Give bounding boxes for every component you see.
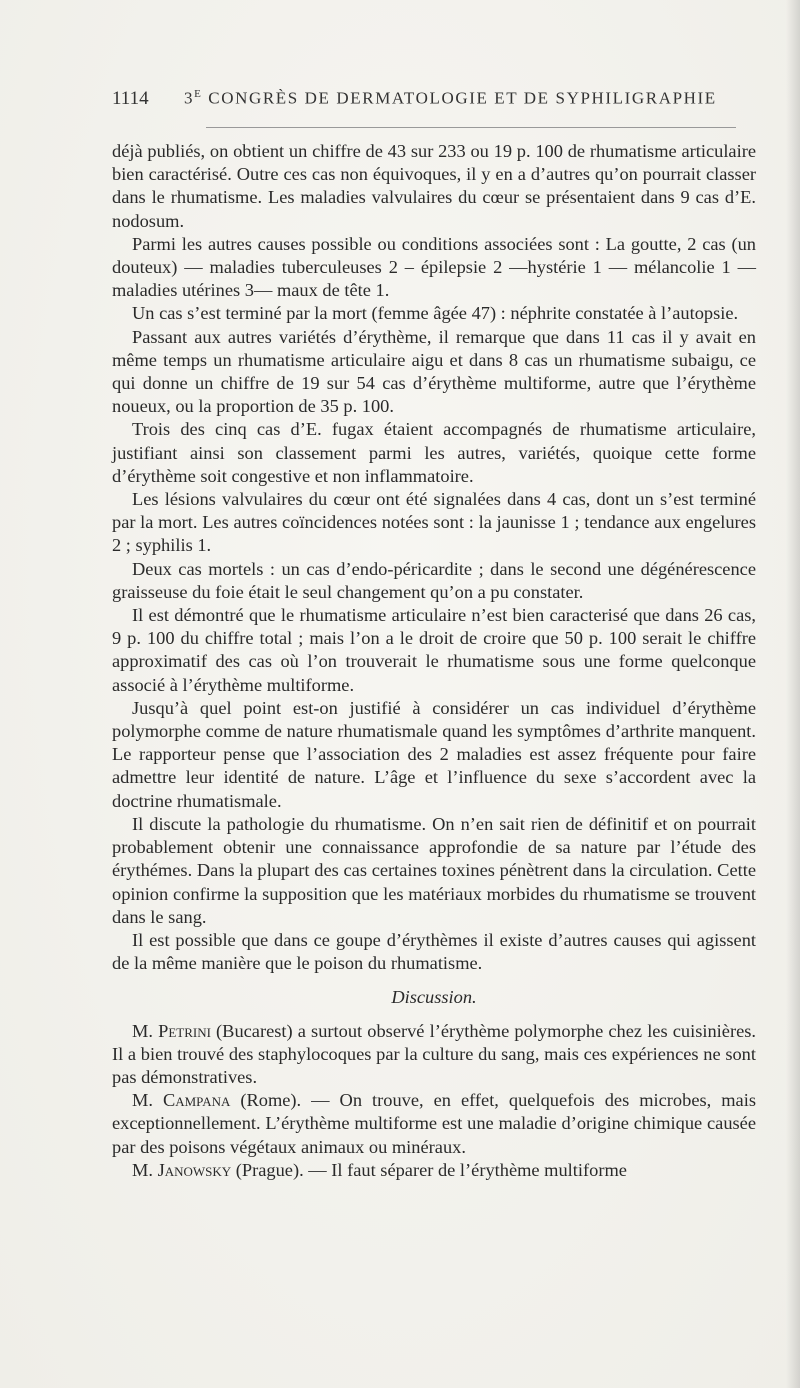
- page-number: 1114: [112, 88, 149, 109]
- running-title-text: CONGRÈS DE DERMATOLOGIE ET DE SYPHILIGRAPHIE: [202, 88, 717, 108]
- paragraph: déjà publiés, on obtient un chiffre de 43 sur 233 ou 19 p. 100 de rhumatisme articulaire bien caractérisé. Outre ces cas non équivoques, il y en a d’autres qu’on pourrait classer dans le rhumatisme. Les maladies valvulaires du cœur se présentaient dans 9 cas d’E. nodosum.: [112, 141, 756, 231]
- running-title-ordinal: E: [194, 88, 203, 100]
- discussion-heading: Discussion.: [391, 987, 477, 1008]
- running-header: [112, 88, 756, 114]
- paragraph: Jusqu’à quel point est-on justifié à considérer un cas individuel d’érythème polymorphe comme de nature rhumatismale quand les symptômes d’arthrite manquent. Le rapporteur pense que l’association des 2 maladies est assez fréquente pour faire admettre leur identité de nature. L’âge et l’influence du sexe s’accordent avec la doctrine rhumatismale.: [112, 697, 756, 811]
- speaker-title: M.: [132, 1090, 163, 1111]
- page-edge-shadow: [786, 0, 800, 1388]
- speaker-remarks: (Prague). — Il faut séparer de l’érythème multiforme: [231, 1159, 627, 1180]
- paragraph: Il est démontré que le rhumatisme articulaire n’est bien caracterisé que dans 26 cas, 9 p. 100 du chiffre total ; mais l’on a le droit de croire que 50 p. 100 serait le chiffre approximatif des cas où l’on trouverait le rhumatisme sous une forme quelconque associé à l’érythème multiforme.: [112, 605, 756, 695]
- header-rule: [206, 127, 736, 128]
- speaker-name: Petrini: [158, 1020, 211, 1041]
- paragraph: Passant aux autres variétés d’érythème, il remarque que dans 11 cas il y avait en même temps un rhumatisme articulaire aigu et dans 8 cas un rhumatisme subaigu, ce qui donne un chiffre de 19 sur 54 cas d’érythème multiforme, autre que l’érythème noueux, ou la proportion de 35 p. 100.: [112, 326, 756, 417]
- paragraph: Un cas s’est terminé par la mort (femme âgée 47) : néphrite constatée à l’autopsie.: [132, 303, 739, 324]
- discussion-entry: [112, 1020, 756, 1090]
- body-text: [112, 140, 756, 1182]
- running-title-number: 3: [184, 88, 195, 108]
- paragraph: Deux cas mortels : un cas d’endo-péricardite ; dans le second une dégénérescence graisseuse du foie était le seul changement qu’on a pu constater.: [112, 558, 756, 602]
- speaker-title: M.: [132, 1020, 159, 1041]
- discussion-entry: [112, 1159, 756, 1182]
- running-title: [184, 88, 717, 109]
- paragraph: Trois des cinq cas d’E. fugax étaient accompagnés de rhumatisme articulaire, justifiant ainsi son classement parmi les autres, variétés, quoique cette forme d’érythème soit congestive et non inflammatoire.: [112, 419, 756, 486]
- paragraph: Parmi les autres causes possible ou conditions associées sont : La goutte, 2 cas (un douteux) — maladies tuberculeuses 2 – épilepsie 2 —hystérie 1 — mélancolie 1 — maladies utérines 3— maux de tête 1.: [112, 233, 756, 301]
- speaker-name: Janowsky: [157, 1159, 232, 1180]
- speaker-name: Campana: [162, 1090, 231, 1111]
- paragraph: Les lésions valvulaires du cœur ont été signalées dans 4 cas, dont un s’est terminé par la mort. Les autres coïncidences notées sont : la jaunisse 1 ; tendance aux engelures 2 ; syphilis 1.: [112, 489, 756, 556]
- paragraph: Il est possible que dans ce goupe d’érythèmes il existe d’autres causes qui agissent de la même manière que le poison du rhumatisme.: [112, 929, 756, 974]
- speaker-remarks: (Rome). — On trouve, en effet, quelquefois des microbes, mais exceptionnellement. L’érythème multiforme est une maladie d’origine chimique causée par des poisons végétaux animaux ou minéraux.: [112, 1090, 756, 1157]
- paragraph: Il discute la pathologie du rhumatisme. On n’en sait rien de définitif et on pourrait probablement obtenir une connaissance approfondie de sa nature par l’étude des érythémes. Dans la plupart des cas certaines toxines pénètrent dans la circulation. Cette opinion confirme la supposition que les matériaux morbides du rhumatisme se trouvent dans le sang.: [112, 813, 756, 927]
- speaker-title: M.: [132, 1159, 158, 1180]
- speaker-remarks: (Bucarest) a surtout observé l’érythème polymorphe chez les cuisinières. Il a bien trouvé des staphylocoques par la culture du sang, mais ces expériences ne sont pas démonstratives.: [112, 1020, 756, 1087]
- discussion-entry: [112, 1089, 756, 1159]
